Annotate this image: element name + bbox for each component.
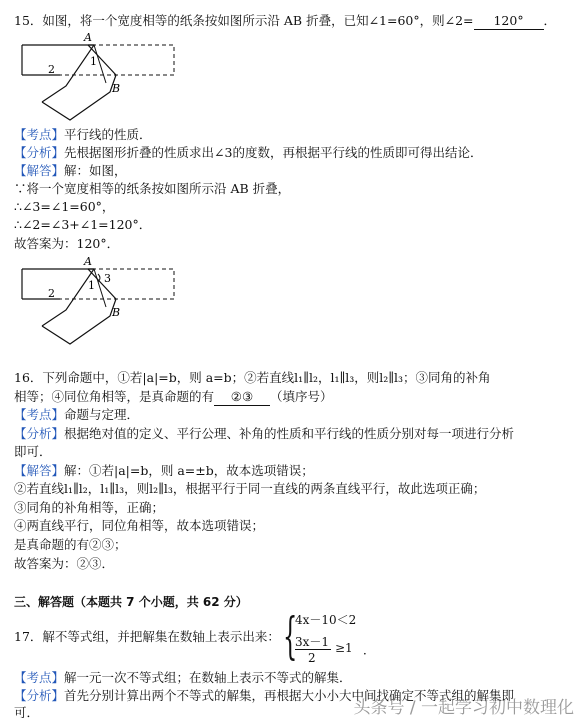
q16-stem-b xyxy=(14,389,333,406)
fig1-angle-1: 1 xyxy=(90,55,97,68)
jieda-tag: 【解答】 xyxy=(14,463,65,478)
fig2-label-b: B xyxy=(112,306,121,319)
kaodian-tag: 【考点】 xyxy=(14,670,65,685)
q17-fenxi-b: 可． xyxy=(14,705,40,720)
kaodian-text: 平行线的性质． xyxy=(64,127,152,142)
fraction-numerator: 3x－1 xyxy=(295,635,330,649)
kaodian-text: 命题与定理． xyxy=(64,407,140,422)
inequality-1: 4x－10＜2 xyxy=(295,613,357,627)
system-brace: { xyxy=(283,607,298,665)
fig2-angle-3: 3 xyxy=(104,272,111,285)
q15-stem-text: 15．如图，将一个宽度相等的纸条按如图所示沿 AB 折叠，已知∠1=60°，则∠2= xyxy=(14,13,474,28)
jieda-text: 解：①若|a|=b，则 a=±b，故本选项错误； xyxy=(64,463,314,478)
fig1-label-a: A xyxy=(84,31,92,44)
fenxi-tag: 【分析】 xyxy=(14,426,65,441)
q16-step3: ③同角的补角相等，正确； xyxy=(14,500,165,515)
q17-stem: 17．解不等式组，并把解集在数轴上表示出来： xyxy=(14,629,280,644)
fraction-denominator: 2 xyxy=(308,651,316,665)
q15-figure-2 xyxy=(18,252,178,348)
q15-step3: ∴∠2=∠3+∠1=120°． xyxy=(14,217,152,232)
q15-final: 故答案为：120°． xyxy=(14,236,120,251)
q15-end: ． xyxy=(543,13,557,28)
q15-figure-1 xyxy=(18,28,178,124)
q16-fenxi-b: 即可． xyxy=(14,444,52,459)
q16-step2: ②若直线l₁∥l₂，l₁∥l₃，则l₂∥l₃，根据平行于同一直线的两条直线平行，故此选项正确； xyxy=(14,481,486,496)
q16-final: 故答案为：②③． xyxy=(14,556,115,571)
inequality-system xyxy=(283,607,376,667)
q16-stem-a: 16．下列命题中，①若|a|=b，则 a=b；②若直线l₁∥l₂，l₁∥l₃，则l₂∥l₃；③同角的补角 xyxy=(14,370,491,385)
fenxi-text: 先根据图形折叠的性质求出∠3的度数，再根据平行线的性质即可得出结论． xyxy=(64,145,483,160)
fenxi-tag: 【分析】 xyxy=(14,145,65,160)
q15-jieda xyxy=(14,163,127,179)
fraction-bar xyxy=(295,649,331,650)
fig2-angle-2: 2 xyxy=(48,287,55,300)
kaodian-text: 解一元一次不等式组；在数轴上表示不等式的解集． xyxy=(64,670,352,685)
kaodian-tag: 【考点】 xyxy=(14,407,65,422)
q15-kaodian xyxy=(14,127,152,143)
fig2-angle-1: 1 xyxy=(88,279,95,292)
q15-fenxi xyxy=(14,145,482,161)
kaodian-tag: 【考点】 xyxy=(14,127,65,142)
fig2-label-a: A xyxy=(84,255,92,268)
q15-step1: ∵将一个宽度相等的纸条按如图所示沿 AB 折叠， xyxy=(14,181,291,196)
fenxi-tag: 【分析】 xyxy=(14,688,65,703)
q16-fenxi-a xyxy=(14,426,514,442)
fold-flap xyxy=(42,45,116,120)
q16-kaodian xyxy=(14,407,139,423)
fig1-label-b: B xyxy=(112,82,121,95)
q16-stem-b1: 相等；④同位角相等，是真命题的有 xyxy=(14,389,215,404)
q15-step2: ∴∠3=∠1=60°， xyxy=(14,199,115,214)
fenxi-text: 首先分别计算出两个不等式的解集，再根据大小小大中间找确定不等式组的解集即 xyxy=(64,688,515,703)
section-title: 三、解答题（本题共 7 个小题，共 62 分） xyxy=(14,595,248,609)
q17-end: ． xyxy=(363,643,376,657)
inequality-2-rhs: ≥1 xyxy=(335,641,353,655)
q16-stem-b2: （填序号） xyxy=(270,389,333,404)
paper-strip-dashed xyxy=(22,45,174,75)
jieda-text: 解：如图， xyxy=(64,163,127,178)
jieda-tag: 【解答】 xyxy=(14,163,65,178)
q16-step5: 是真命题的有②③； xyxy=(14,537,127,552)
fenxi-text: 根据绝对值的定义、平行公理、补角的性质和平行线的性质分别对每一项进行分析 xyxy=(64,426,515,441)
watermark: 头条号 / 一起学习初中数理化 xyxy=(353,698,574,718)
q17-kaodian xyxy=(14,670,352,686)
q16-step4: ④两直线平行，同位角相等，故本选项错误； xyxy=(14,518,265,533)
fig1-angle-2: 2 xyxy=(48,63,55,76)
q16-answer: ②③ xyxy=(214,389,270,406)
q15-answer: 120° xyxy=(474,13,544,30)
q16-jieda xyxy=(14,463,314,479)
paper-strip-dashed xyxy=(22,269,174,299)
